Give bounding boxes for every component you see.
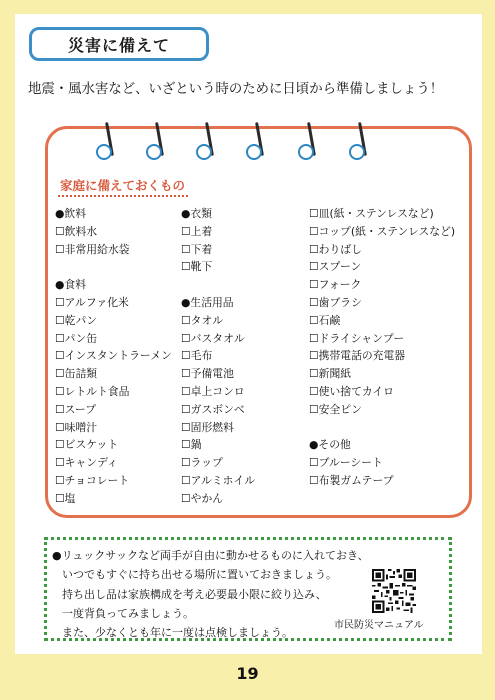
list-item: ☐塩 [55,491,76,505]
list-item: ☐布製ガムテープ [309,473,394,487]
checklist-column-2 [181,205,255,508]
tips-line: ●リュックサックなど両手が自由に動かせるものに入れておき、 [52,549,369,562]
qr-code-icon[interactable] [372,569,416,613]
list-item: ☐フォーク [309,278,362,292]
page-number: 19 [236,664,259,683]
list-item: ☐卓上コンロ [181,384,245,398]
list-item: ●その他 [309,438,351,452]
spiral-ring [246,144,262,160]
list-item: ☐安全ピン [309,402,362,416]
spiral-ring [146,144,162,160]
list-item: ☐チョコレート [55,473,130,487]
list-item: ☐固形燃料 [181,420,234,434]
list-item: ☐わりばし [309,242,362,256]
list-item: ☐乾パン [55,313,98,327]
list-item: ☐飲料水 [55,224,98,238]
list-item: ●衣類 [181,207,213,220]
list-item: ☐ドライシャンプー [309,331,405,345]
list-item: ☐ブルーシート [309,456,383,470]
checklist-column-1 [55,205,172,508]
source-label: 市民防災マニュアル [334,620,424,631]
section-title: 家庭に備えておくもの [60,178,186,193]
list-item: ☐パン缶 [55,331,98,345]
list-item: ☐皿(紙・ステンレスなど) [309,207,434,220]
list-item: ☐キャンディ [55,456,118,470]
tips-line: いつでもすぐに持ち出せる場所に置いておきましょう。 [62,568,337,582]
list-item: ☐新聞紙 [309,367,352,381]
list-item: ☐上着 [181,224,213,238]
intro-text: 地震・風水害など、いざという時のために日頃から準備しましょう！ [28,82,444,97]
list-item: ☐石鹸 [309,313,341,327]
spiral-ring [349,144,365,160]
list-item: ●食料 [55,278,87,292]
spacer [309,419,455,437]
list-item: ●飲料 [55,207,87,220]
checklist-column-3 [309,205,455,490]
list-item: ☐携帯電話の充電器 [309,349,406,363]
page-title: 災害に備えて [29,27,209,61]
list-item: ☐インスタントラーメン [55,349,172,363]
tips-line: 持ち出し品は家族構成を考え必要最小限に絞り込み、 [62,587,327,601]
list-item: ☐予備電池 [181,367,234,381]
tips-text [52,546,369,642]
list-item: ☐やかん [181,491,224,505]
list-item: ☐靴下 [181,260,213,274]
tips-line: 一度背負ってみましょう。 [62,606,194,620]
list-item: ☐鍋 [181,438,202,452]
list-item: ☐缶詰類 [55,367,98,381]
list-item: ☐タオル [181,313,224,327]
list-item: ☐スプーン [309,260,362,274]
list-item: ☐ラップ [181,456,223,470]
list-item: ☐スープ [55,402,96,416]
list-item: ☐非常用給水袋 [55,242,130,256]
list-item: ☐味噌汁 [55,420,98,434]
spacer [181,276,255,294]
list-item: ☐ビスケット [55,438,119,452]
list-item: ☐毛布 [181,349,213,363]
list-item: ☐アルミホイル [181,473,256,487]
list-item: ☐レトルト食品 [55,384,130,398]
spiral-ring [196,144,212,160]
spiral-ring [96,144,112,160]
list-item: ☐バスタオル [181,331,245,345]
list-item: ☐ガスボンベ [181,402,245,416]
section-underline [58,195,188,197]
list-item: ☐歯ブラシ [309,295,362,309]
tips-line: また、少なくとも年に一度は点検しましょう。 [62,626,293,640]
spacer [55,258,172,276]
list-item: ☐コップ(紙・ステンレスなど) [309,224,456,238]
spiral-ring [298,144,314,160]
list-item: ☐下着 [181,242,213,256]
list-item: ☐使い捨てカイロ [309,384,394,398]
list-item: ●生活用品 [181,295,234,309]
list-item: ☐アルファ化米 [55,295,129,309]
